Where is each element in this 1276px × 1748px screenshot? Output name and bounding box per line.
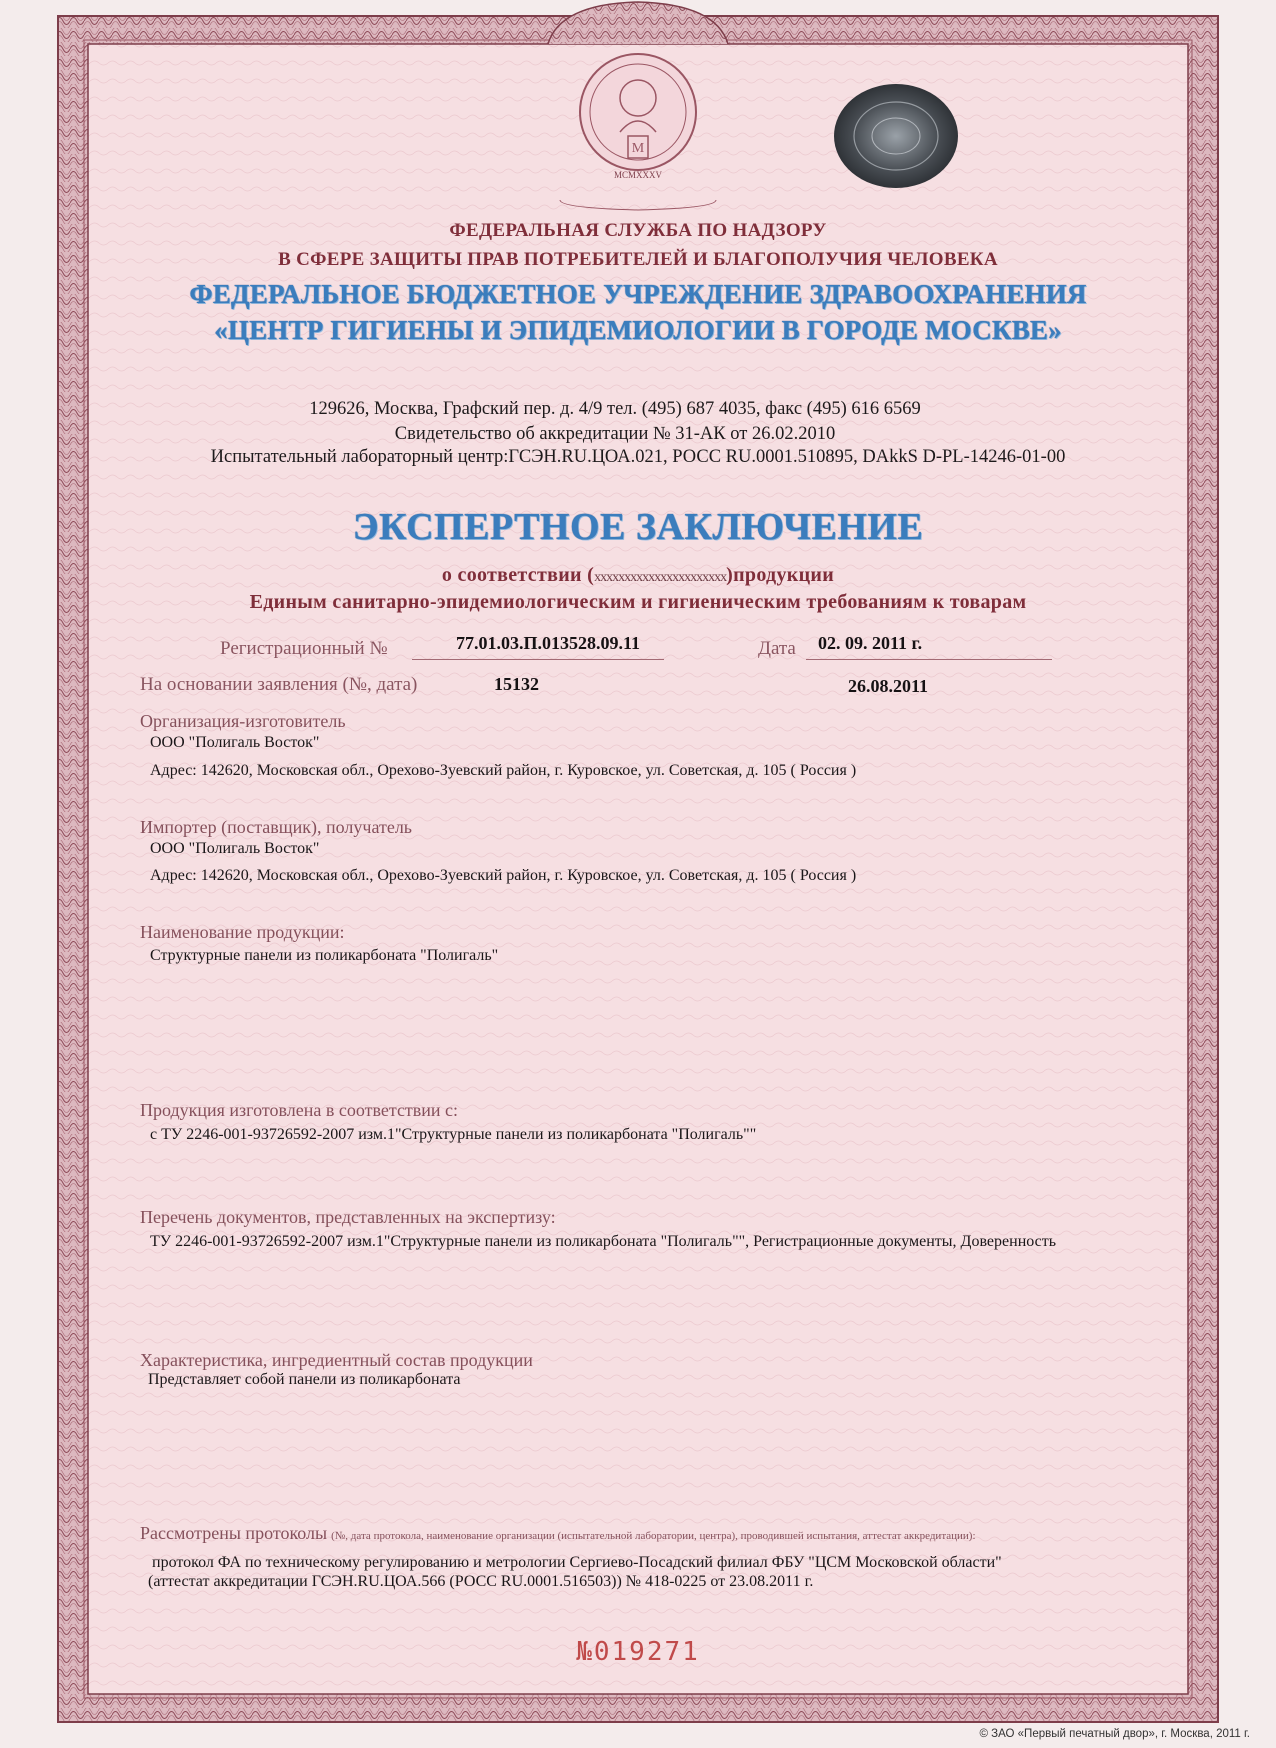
registration-number: 77.01.03.П.013528.09.11 xyxy=(456,633,641,653)
composition-text: Представляет собой панели из поликарбоната xyxy=(148,1371,461,1388)
header-line-1: ФЕДЕРАЛЬНАЯ СЛУЖБА ПО НАДЗОРУ xyxy=(449,220,827,241)
document-title: ЭКСПЕРТНОЕ ЗАКЛЮЧЕНИЕ xyxy=(352,506,924,548)
protocols-label-row xyxy=(140,1523,976,1544)
application-label: На основании заявления (№, дата) xyxy=(140,674,418,695)
conformity-text: с ТУ 2246-001-93726592-2007 изм.1"Структурные панели из поликарбоната "Полигаль"" xyxy=(150,1126,757,1143)
manufacturer-name: ООО "Полигаль Восток" xyxy=(150,734,320,751)
application-date: 26.08.2011 xyxy=(848,676,929,696)
printer-copyright: © ЗАО «Первый печатный двор», г. Москва, 2011 г. xyxy=(979,1728,1250,1740)
manufacturer-address: Адрес: 142620, Московская обл., Орехово-Зуевский район, г. Куровское, ул. Советская, д. 105 ( Россия ) xyxy=(150,762,857,779)
protocols-line-1: протокол ФА по техническому регулированию и метрологии Сергиево-Посадский филиал ФБУ "ЦСМ Московской области" xyxy=(152,1554,1002,1571)
protocols-label: Рассмотрены протоколы xyxy=(140,1523,328,1543)
header-line-3: ФЕДЕРАЛЬНОЕ БЮДЖЕТНОЕ УЧРЕЖДЕНИЕ ЗДРАВООХРАНЕНИЯ xyxy=(189,279,1087,309)
document-subtitle-1: о соответствии (xxxxxxxxxxxxxxxxxxxxxx)продукции xyxy=(441,564,835,586)
svg-text:MCMXXXV: MCMXXXV xyxy=(613,170,663,180)
importer-address: Адрес: 142620, Московская обл., Орехово-Зуевский район, г. Куровское, ул. Советская, д. 105 ( Россия ) xyxy=(150,867,857,884)
struck-out-text: xxxxxxxxxxxxxxxxxxxxxx xyxy=(594,570,727,585)
composition-label: Характеристика, ингредиентный состав продукции xyxy=(140,1350,533,1370)
registration-label: Регистрационный № xyxy=(220,638,388,659)
header-line-2: В СФЕРЕ ЗАЩИТЫ ПРАВ ПОТРЕБИТЕЛЕЙ И БЛАГОПОЛУЧИЯ ЧЕЛОВЕКА xyxy=(278,249,998,270)
serial-number: №019271 xyxy=(576,1637,700,1667)
documents-text: ТУ 2246-001-93726592-2007 изм.1"Структурные панели из поликарбоната "Полигаль"", Регистрационные документы, Доверенность xyxy=(150,1233,1057,1250)
emblem-seal xyxy=(576,40,700,200)
address-line-2: Свидетельство об аккредитации № 31-АК от 26.02.2010 xyxy=(394,424,836,444)
address-line-3: Испытательный лабораторный центр:ГСЭН.RU.ЦОА.021, РОСС RU.0001.510895, DAkkS D-PL-14246-01-00 xyxy=(210,447,1066,467)
product-label: Наименование продукции: xyxy=(140,922,345,942)
documents-label: Перечень документов, представленных на экспертизу: xyxy=(140,1207,556,1227)
importer-name: ООО "Полигаль Восток" xyxy=(150,840,320,857)
conformity-label: Продукция изготовлена в соответствии с: xyxy=(140,1100,459,1120)
address-line-1: 129626, Москва, Графский пер. д. 4/9 тел. (495) 687 4035, факс (495) 616 6569 xyxy=(309,399,921,419)
header-line-4: «ЦЕНТР ГИГИЕНЫ И ЭПИДЕМИОЛОГИИ В ГОРОДЕ МОСКВЕ» xyxy=(214,315,1062,345)
hologram-sticker xyxy=(832,82,960,190)
registration-date: 02. 09. 2011 г. xyxy=(818,633,923,653)
product-name: Структурные панели из поликарбоната "Полигаль" xyxy=(150,947,499,964)
date-label: Дата xyxy=(758,638,796,659)
protocols-label-note: (№, дата протокола, наименование организации (испытательной лаборатории, центра), проводившей испытания, аттестат аккредитации): xyxy=(331,1530,976,1542)
protocols-line-2: (аттестат аккредитации ГСЭН.RU.ЦОА.566 (РОСС RU.0001.516503)) № 418-0225 от 23.08.2011 г. xyxy=(148,1573,814,1590)
document-subtitle-2: Единым санитарно-эпидемиологическим и гигиеническим требованиям к товарам xyxy=(249,591,1027,613)
importer-label: Импортер (поставщик), получатель xyxy=(140,817,413,837)
application-number: 15132 xyxy=(494,674,539,694)
svg-text:М: М xyxy=(631,141,645,156)
manufacturer-label: Организация-изготовитель xyxy=(140,711,346,731)
